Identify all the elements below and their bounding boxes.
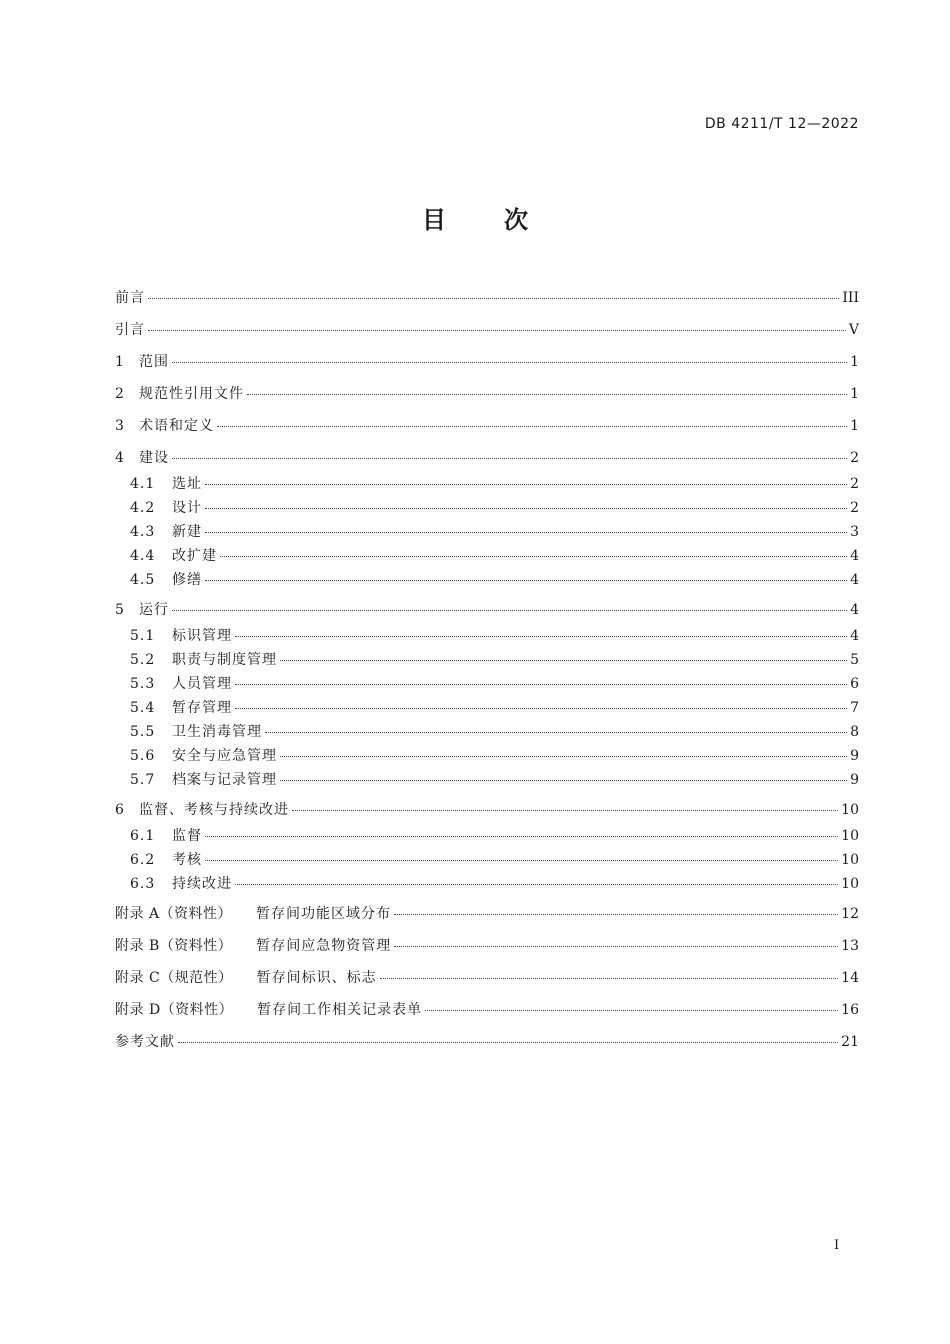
toc-entry-page: 1: [850, 386, 859, 402]
toc-entry-number: 6.3: [130, 876, 156, 892]
toc-entry-label: 参考文献: [115, 1034, 175, 1050]
title-char-2: 次: [504, 206, 528, 234]
toc-leader: [220, 556, 847, 557]
toc-leader: [280, 756, 847, 757]
toc-entry-page: 13: [841, 938, 859, 954]
toc-entry-section-3[interactable]: [115, 413, 859, 445]
toc-entry-label: 档案与记录管理: [172, 772, 277, 788]
toc-leader: [280, 780, 847, 781]
toc-entry-number: 5: [115, 602, 125, 618]
toc-appendix-prefix: 附录 B（资料性）: [115, 938, 233, 954]
toc-entry-label: 选址: [172, 476, 202, 492]
toc-entry-section-2[interactable]: [115, 381, 859, 413]
toc-entry-section-6-3[interactable]: [115, 877, 859, 901]
toc-entry-page: 10: [841, 828, 859, 844]
toc-entry-page: 2: [850, 476, 859, 492]
toc-entry-page: 1: [850, 418, 859, 434]
toc-entry-page: 3: [850, 524, 859, 540]
toc-entry-label: 持续改进: [172, 876, 232, 892]
toc-entry-number: 5.7: [130, 772, 156, 788]
toc-entry-page: 4: [850, 548, 859, 564]
toc-entry-label: 标识管理: [172, 628, 232, 644]
toc-leader: [172, 458, 847, 459]
toc-entry-page: III: [842, 290, 859, 306]
toc-entry-page: 4: [850, 572, 859, 588]
toc-entry-section-5-4[interactable]: [115, 701, 859, 725]
toc-entry-page: 10: [841, 802, 859, 818]
toc-leader: [394, 946, 838, 947]
toc-entry-label: 暂存间标识、标志: [256, 970, 377, 986]
toc-entry-section-4-1[interactable]: [115, 477, 859, 501]
toc-entry-page: 21: [841, 1034, 859, 1050]
toc-entry-number: 1: [115, 354, 125, 370]
toc-entry-page: 2: [850, 450, 859, 466]
toc-entry-number: 5.6: [130, 748, 156, 764]
toc-entry-section-1[interactable]: [115, 349, 859, 381]
table-of-contents: [115, 285, 859, 1061]
toc-leader: [247, 394, 847, 395]
toc-entry-label: 卫生消毒管理: [172, 724, 262, 740]
toc-leader: [205, 484, 847, 485]
toc-entry-label: 设计: [172, 500, 202, 516]
toc-leader: [148, 330, 846, 331]
toc-entry-number: 6: [115, 802, 125, 818]
toc-entry-label: 建设: [139, 450, 169, 466]
toc-entry-section-4-3[interactable]: [115, 525, 859, 549]
toc-leader: [205, 836, 838, 837]
toc-entry-section-5-3[interactable]: [115, 677, 859, 701]
toc-entry-page: 8: [850, 724, 859, 740]
toc-leader: [205, 580, 847, 581]
toc-leader: [172, 610, 847, 611]
toc-entry-page: V: [848, 322, 859, 338]
toc-entry-number: 6.2: [130, 852, 156, 868]
toc-entry-page: 4: [850, 628, 859, 644]
toc-entry-number: 4.2: [130, 500, 156, 516]
toc-leader: [235, 684, 847, 685]
toc-entry-page: 2: [850, 500, 859, 516]
toc-entry-label: 前言: [115, 290, 145, 306]
toc-entry-page: 4: [850, 602, 859, 618]
toc-entry-label: 暂存间功能区域分布: [256, 906, 392, 922]
toc-entry-label: 监督、考核与持续改进: [139, 802, 289, 818]
toc-entry-section-5-1[interactable]: [115, 629, 859, 653]
toc-entry-preface[interactable]: [115, 285, 859, 317]
toc-entry-number: 4.1: [130, 476, 156, 492]
toc-appendix-prefix: 附录 A（资料性）: [115, 906, 233, 922]
toc-entry-number: 2: [115, 386, 125, 402]
toc-leader: [425, 1010, 838, 1011]
toc-entry-label: 新建: [172, 524, 202, 540]
toc-entry-page: 1: [850, 354, 859, 370]
toc-entry-section-5-2[interactable]: [115, 653, 859, 677]
toc-appendix-prefix: 附录 D（资料性）: [115, 1002, 234, 1018]
toc-entry-number: 4.3: [130, 524, 156, 540]
toc-leader: [205, 532, 847, 533]
toc-entry-number: 5.3: [130, 676, 156, 692]
toc-entry-section-4-5[interactable]: [115, 573, 859, 597]
toc-entry-label: 运行: [139, 602, 169, 618]
toc-entry-number: 5.1: [130, 628, 156, 644]
toc-entry-label: 考核: [172, 852, 202, 868]
toc-entry-page: 14: [841, 970, 859, 986]
toc-entry-page: 9: [850, 772, 859, 788]
toc-entry-page: 5: [850, 652, 859, 668]
toc-entry-label: 规范性引用文件: [139, 386, 244, 402]
toc-entry-number: 5.4: [130, 700, 156, 716]
toc-entry-label: 改扩建: [172, 548, 217, 564]
toc-entry-references[interactable]: [115, 1029, 859, 1061]
toc-leader: [380, 978, 839, 979]
toc-entry-label: 人员管理: [172, 676, 232, 692]
page-title: [0, 200, 950, 235]
toc-entry-label: 引言: [115, 322, 145, 338]
toc-entry-appendix-c[interactable]: [115, 965, 859, 997]
toc-leader: [148, 298, 839, 299]
toc-leader: [292, 810, 838, 811]
toc-leader: [217, 426, 847, 427]
standard-code: DB 4211/T 12—2022: [704, 116, 859, 132]
title-char-1: 目: [422, 206, 446, 234]
toc-entry-page: 16: [841, 1002, 859, 1018]
toc-entry-page: 6: [850, 676, 859, 692]
page-number: I: [834, 1238, 840, 1253]
toc-entry-number: 5.2: [130, 652, 156, 668]
toc-leader: [172, 362, 847, 363]
toc-leader: [235, 884, 838, 885]
toc-leader: [265, 732, 847, 733]
toc-leader: [205, 508, 847, 509]
toc-entry-section-4-4[interactable]: [115, 549, 859, 573]
toc-entry-label: 范围: [139, 354, 169, 370]
toc-entry-page: 9: [850, 748, 859, 764]
toc-leader: [394, 914, 838, 915]
toc-leader: [280, 660, 847, 661]
toc-entry-section-4[interactable]: [115, 445, 859, 477]
toc-entry-number: 4: [115, 450, 125, 466]
toc-entry-introduction[interactable]: [115, 317, 859, 349]
toc-entry-section-5-5[interactable]: [115, 725, 859, 749]
toc-entry-page: 10: [841, 876, 859, 892]
toc-entry-label: 职责与制度管理: [172, 652, 277, 668]
toc-entry-appendix-d[interactable]: [115, 997, 859, 1029]
toc-leader: [235, 636, 847, 637]
toc-entry-label: 安全与应急管理: [172, 748, 277, 764]
toc-leader: [178, 1042, 838, 1043]
toc-entry-section-6-2[interactable]: [115, 853, 859, 877]
toc-entry-label: 暂存管理: [172, 700, 232, 716]
toc-entry-appendix-a[interactable]: [115, 901, 859, 933]
toc-entry-label: 修缮: [172, 572, 202, 588]
toc-entry-section-5[interactable]: [115, 597, 859, 629]
toc-leader: [205, 860, 838, 861]
toc-entry-section-5-7[interactable]: [115, 773, 859, 797]
toc-entry-number: 4.5: [130, 572, 156, 588]
toc-entry-label: 术语和定义: [139, 418, 214, 434]
toc-entry-page: 10: [841, 852, 859, 868]
toc-entry-page: 7: [850, 700, 859, 716]
toc-entry-number: 5.5: [130, 724, 156, 740]
toc-appendix-prefix: 附录 C（规范性）: [115, 970, 233, 986]
toc-entry-number: 6.1: [130, 828, 156, 844]
toc-entry-section-5-6[interactable]: [115, 749, 859, 773]
toc-entry-number: 3: [115, 418, 125, 434]
toc-entry-section-6[interactable]: [115, 797, 859, 829]
toc-leader: [235, 708, 847, 709]
toc-entry-label: 暂存间工作相关记录表单: [257, 1002, 423, 1018]
toc-entry-appendix-b[interactable]: [115, 933, 859, 965]
toc-entry-section-6-1[interactable]: [115, 829, 859, 853]
toc-entry-page: 12: [841, 906, 859, 922]
toc-entry-label: 暂存间应急物资管理: [256, 938, 392, 954]
toc-entry-label: 监督: [172, 828, 202, 844]
toc-entry-number: 4.4: [130, 548, 156, 564]
toc-entry-section-4-2[interactable]: [115, 501, 859, 525]
